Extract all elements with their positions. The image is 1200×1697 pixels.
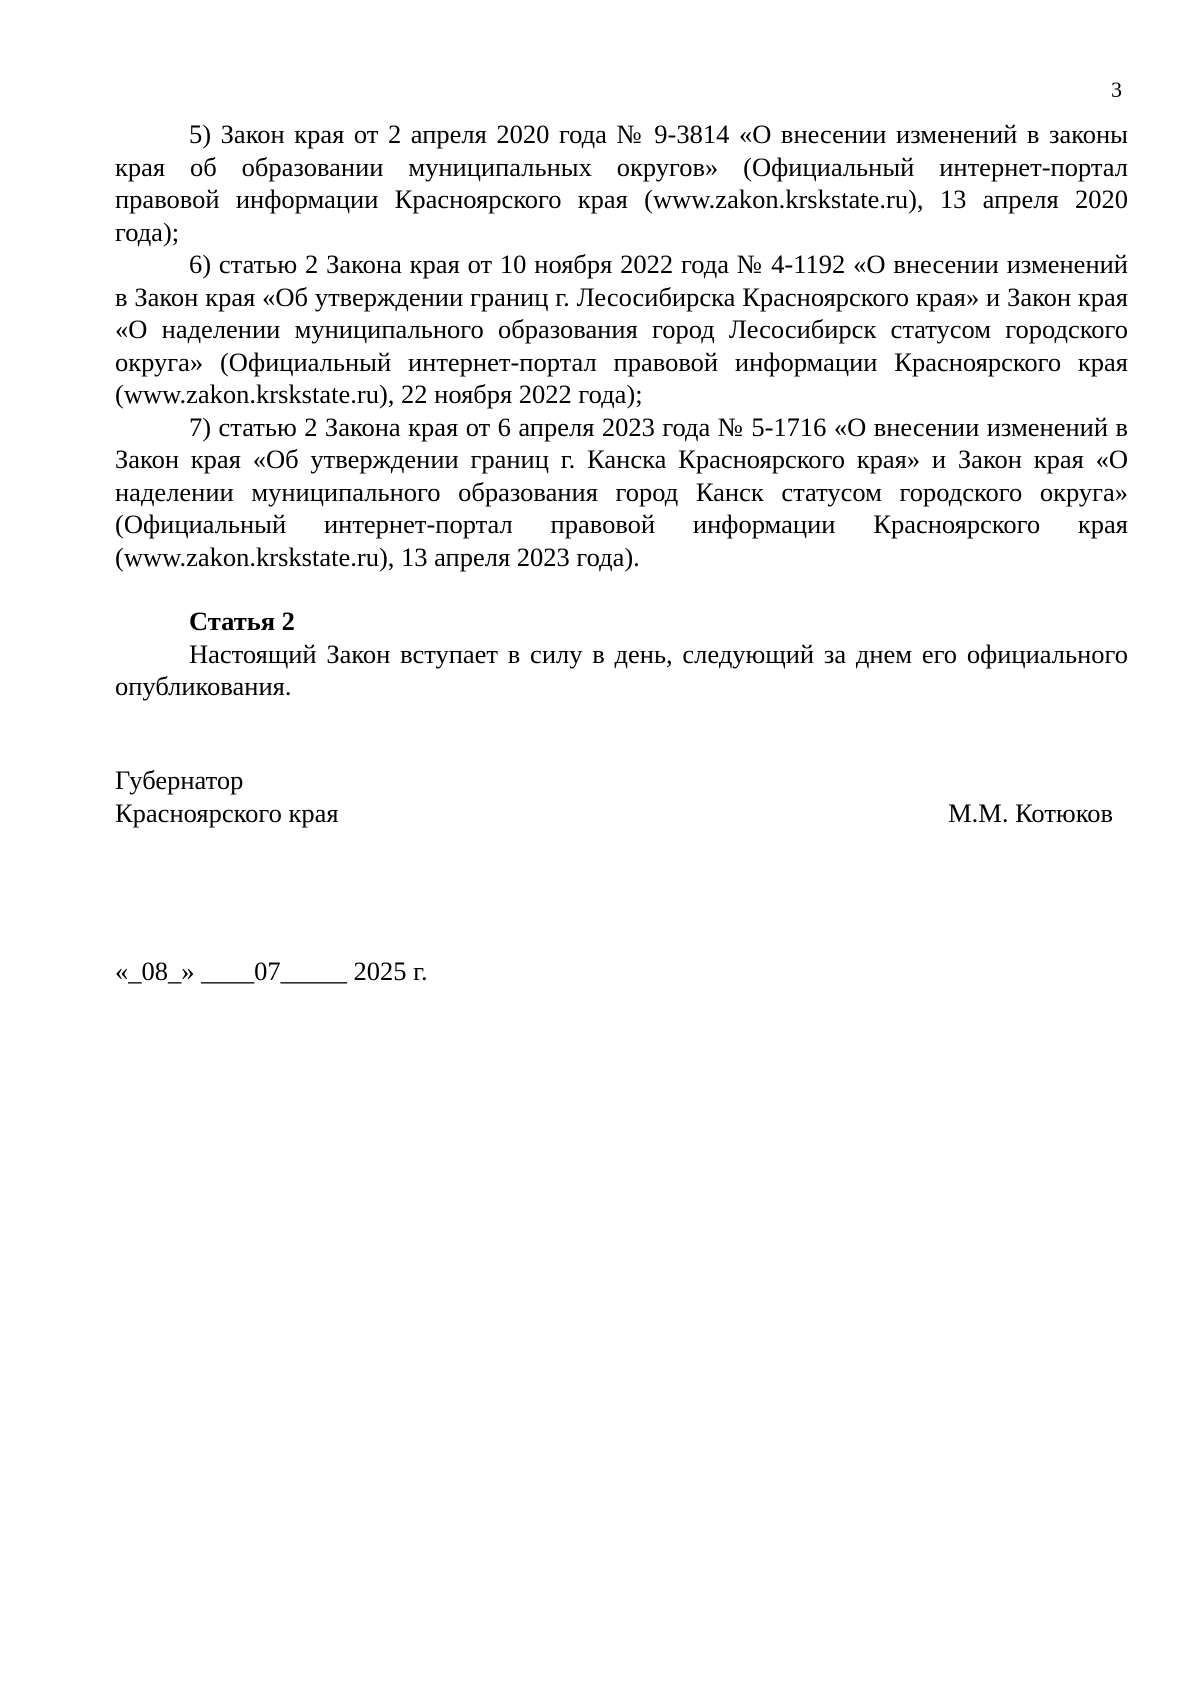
signatory-title-line1: Губернатор <box>115 765 244 795</box>
list-item-7: 7) статью 2 Закона края от 6 апреля 2023 года № 5-1716 «О внесении изменений в Закон края «Об утверждении границ г. Канска Красноярского края» и Закон края «О наделении муниципального образования город Канск статусом городского округа» (Официальный интернет-портал правовой информации Красноярского края (www.zakon.krskstate.ru), 13 апреля 2023 года). <box>115 411 1128 572</box>
signing-date: «_08_» ____07_____ 2025 г. <box>115 956 428 986</box>
article-text: Настоящий Закон вступает в силу в день, следующий за днем его официального опубликования. <box>115 638 1128 701</box>
article-heading: Статья 2 <box>189 606 295 636</box>
signatory-name: М.М. Котюков <box>948 798 1113 828</box>
signatory-title-line2: Красноярского края <box>115 798 339 828</box>
page-number: 3 <box>1111 77 1122 102</box>
list-item-6: 6) статью 2 Закона края от 10 ноября 2022 года № 4-1192 «О внесении изменений в Закон края «Об утверждении границ г. Лесосибирска Красноярского края» и Закон края «О наделении муниципального образования город Лесосибирск статусом городского округа» (Официальный интернет-портал правовой информации Красноярского края (www.zakon.krskstate.ru), 22 ноября 2022 года); <box>115 249 1128 409</box>
list-item-5: 5) Закон края от 2 апреля 2020 года № 9-3814 «О внесении изменений в законы края об образовании муниципальных округов» (Официальный интернет-портал правовой информации Красноярского края (www.zakon.krskstate.ru), 13 апреля 2020 года); <box>115 119 1128 247</box>
signature-line <box>115 797 1128 830</box>
document-body <box>115 118 1128 703</box>
signature-block <box>115 764 1128 830</box>
